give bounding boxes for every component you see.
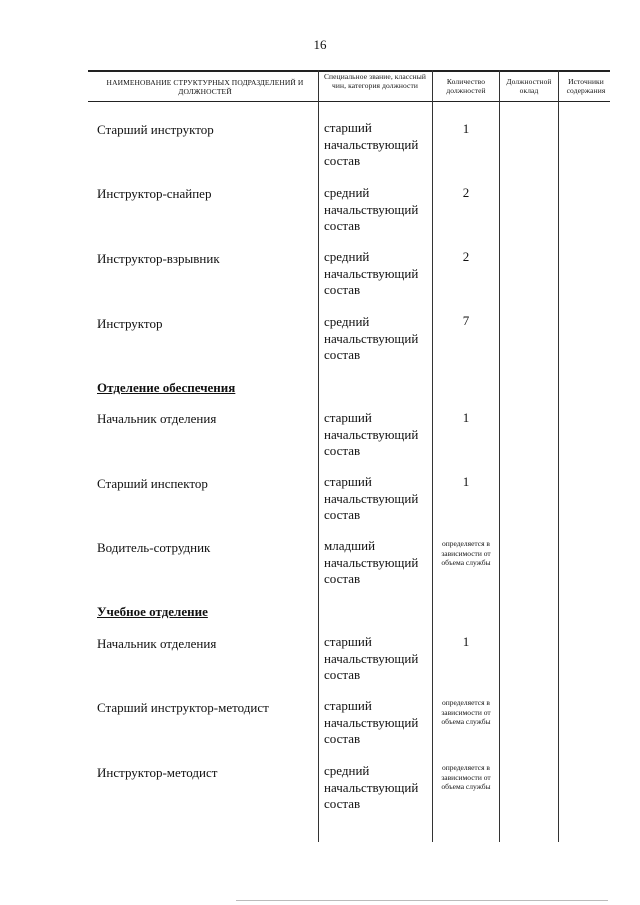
position-quantity: 2	[462, 185, 470, 200]
position-rank: средний начальствующий состав	[324, 314, 419, 362]
position-quantity: 2	[462, 249, 470, 264]
position-name: Инструктор-взрывник	[97, 251, 220, 266]
position-name: Начальник отделения	[97, 411, 217, 426]
position-name: Старший инструктор	[97, 122, 214, 137]
position-rank: старший начальствующий состав	[324, 474, 419, 522]
position-quantity-note: определяется в зависимости от объема службы	[441, 539, 491, 567]
section-heading: Отделение обеспечения	[97, 380, 236, 395]
position-quantity: 1	[462, 410, 470, 425]
position-rank: старший начальствующий состав	[324, 120, 419, 168]
section-heading: Учебное отделение	[97, 604, 208, 619]
position-quantity: 1	[462, 474, 470, 489]
position-name: Инструктор-снайпер	[97, 186, 212, 201]
position-quantity: 1	[462, 634, 470, 649]
position-rank: средний начальствующий состав	[324, 185, 419, 233]
page-bottom-edge	[236, 900, 608, 901]
page-number: 16	[313, 37, 327, 52]
position-rank: старший начальствующий состав	[324, 410, 419, 458]
header-col-qty: Количество должностей	[446, 77, 486, 95]
header-col-name: НАИМЕНОВАНИЕ СТРУКТУРНЫХ ПОДРАЗДЕЛЕНИЙ И ДОЛЖНОСТЕЙ	[106, 78, 304, 96]
position-quantity-note: определяется в зависимости от объема службы	[441, 698, 491, 726]
column-divider-3	[499, 70, 500, 842]
position-rank: средний начальствующий состав	[324, 249, 419, 297]
position-name: Водитель-сотрудник	[97, 540, 211, 555]
position-name: Инструктор-методист	[97, 765, 218, 780]
table-header-bottom-rule	[88, 101, 610, 102]
position-quantity: 7	[462, 313, 470, 328]
position-quantity-note: определяется в зависимости от объема службы	[441, 763, 491, 791]
column-divider-1	[318, 70, 319, 842]
position-quantity: 1	[462, 121, 470, 136]
position-name: Старший инспектор	[97, 476, 208, 491]
position-rank: старший начальствующий состав	[324, 698, 419, 746]
position-name: Старший инструктор-методист	[97, 700, 269, 715]
column-divider-4	[558, 70, 559, 842]
position-name: Инструктор	[97, 316, 163, 331]
position-rank: младший начальствующий состав	[324, 538, 419, 586]
position-rank: старший начальствующий состав	[324, 634, 419, 682]
header-col-salary: Должностной оклад	[506, 77, 552, 95]
header-col-source: Источники содержания	[566, 77, 606, 95]
position-rank: средний начальствующий состав	[324, 763, 419, 811]
header-col-rank: Специальное звание, классный чин, категория должности	[323, 72, 427, 90]
position-name: Начальник отделения	[97, 636, 217, 651]
